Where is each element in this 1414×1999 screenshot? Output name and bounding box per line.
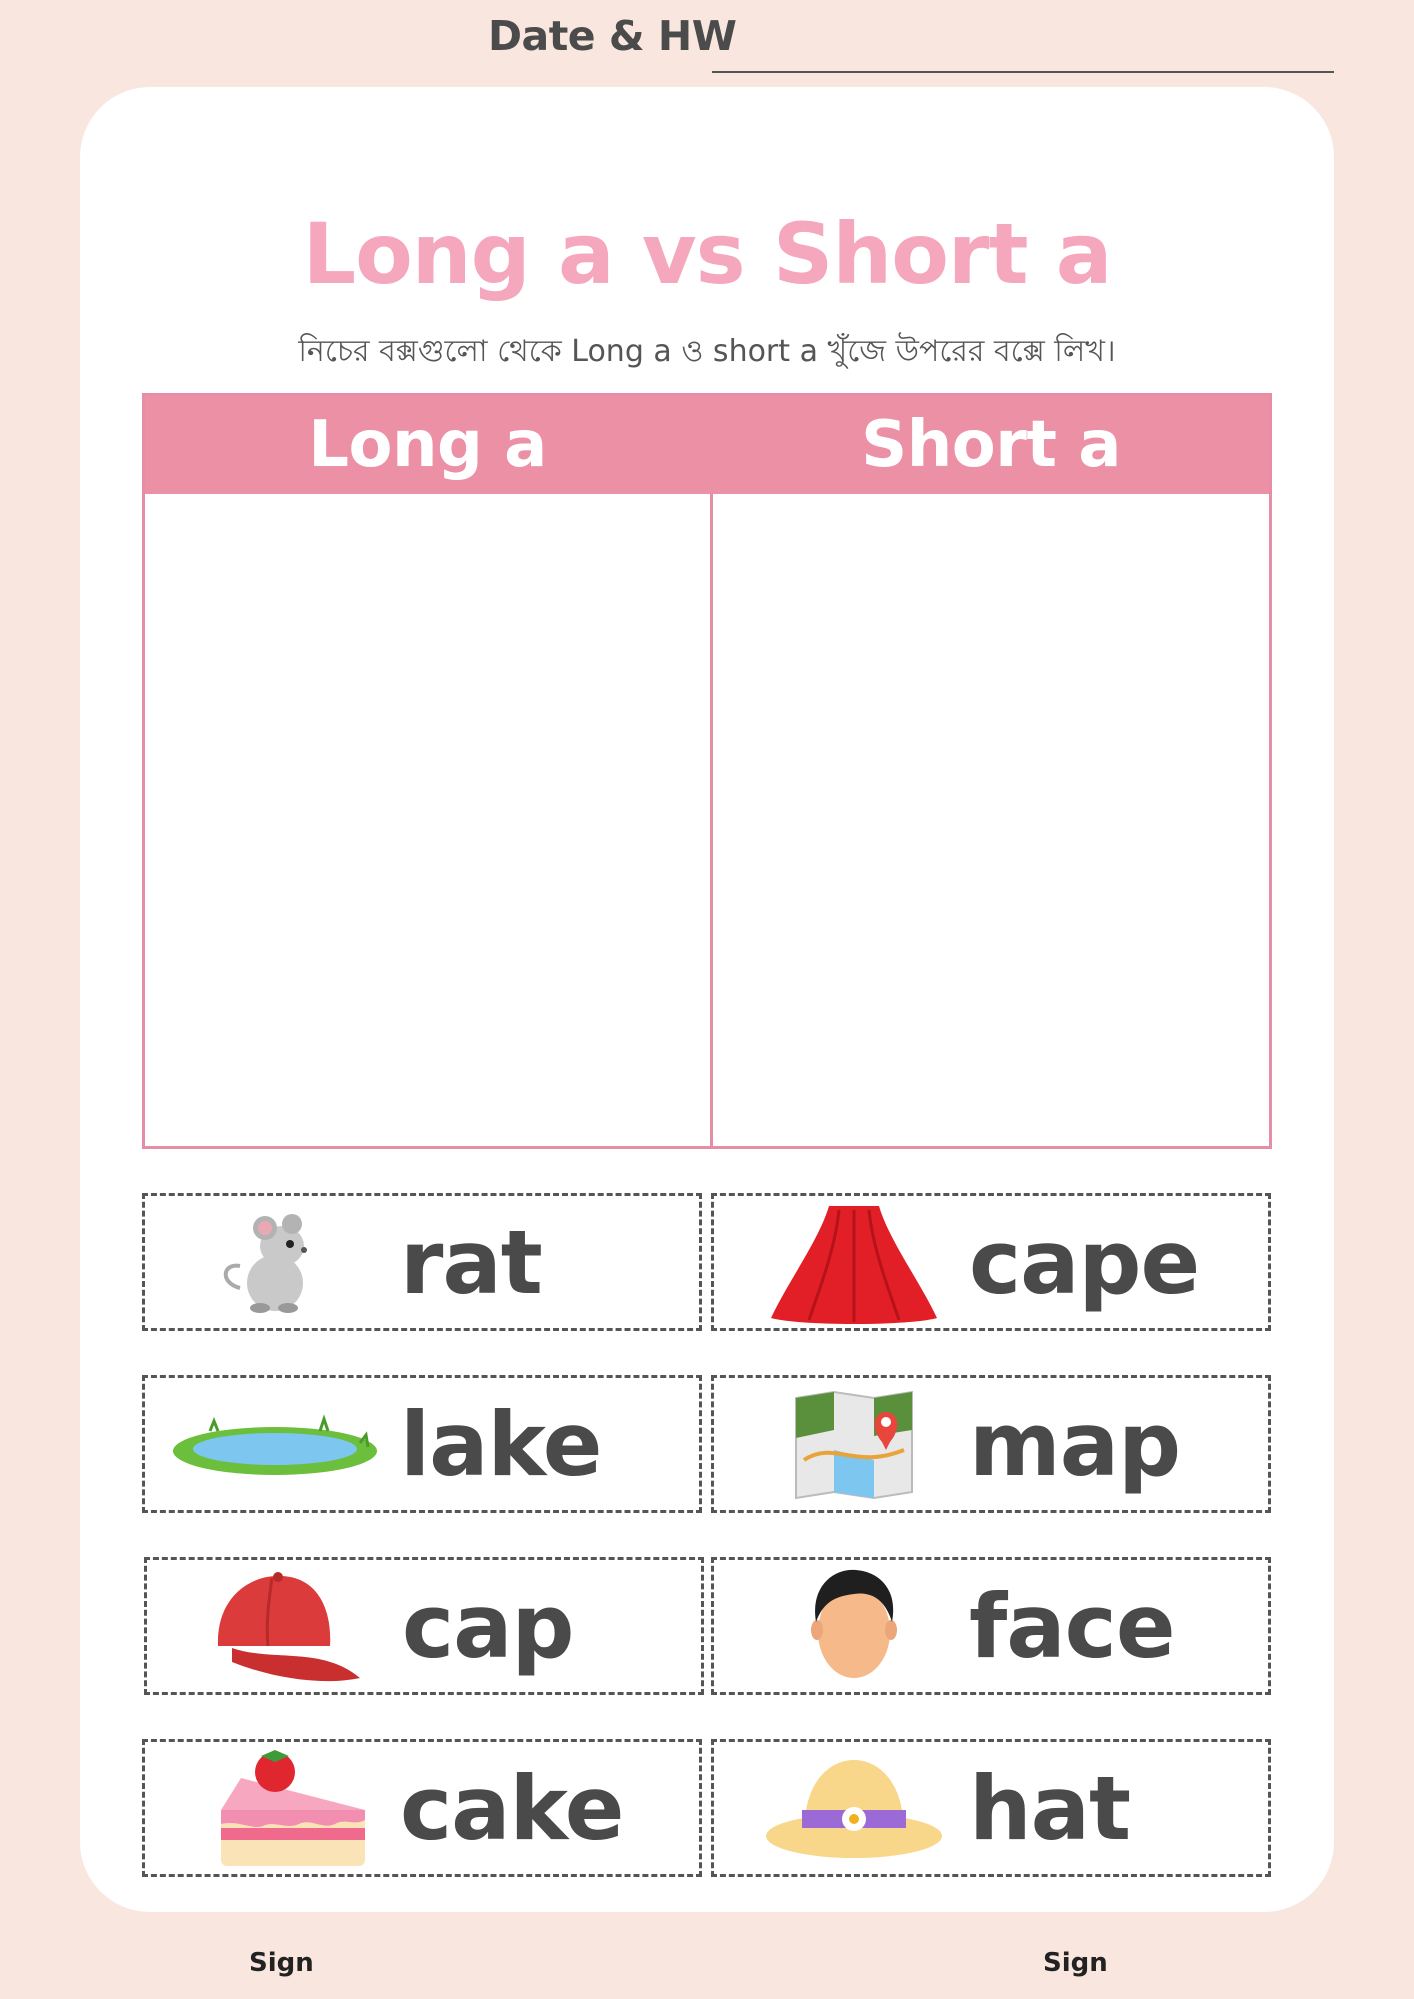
face-icon	[804, 1566, 904, 1690]
word-card-cap	[144, 1557, 704, 1695]
word-card-lake	[142, 1375, 702, 1513]
word-cap: cap	[402, 1575, 574, 1678]
word-card-cake	[142, 1739, 702, 1877]
cape-icon	[769, 1200, 939, 1326]
date-hw-line[interactable]	[712, 71, 1334, 73]
short-a-answer-area[interactable]	[713, 494, 1269, 1149]
column-header-short-a: Short a	[861, 408, 1121, 482]
date-hw-row	[488, 12, 736, 60]
sign-right: Sign	[1043, 1948, 1108, 1978]
hat-icon	[764, 1756, 944, 1866]
sign-left: Sign	[249, 1948, 314, 1978]
lake-icon	[170, 1413, 380, 1483]
word-rat: rat	[400, 1211, 542, 1314]
long-a-answer-area[interactable]	[145, 494, 710, 1149]
page-title: Long a vs Short a	[302, 205, 1112, 303]
word-map: map	[969, 1393, 1181, 1496]
word-card-cape	[711, 1193, 1271, 1331]
instruction-text: নিচের বক্সগুলো থেকে Long a ও short a খুঁজে উপরের বক্সে লিখ।	[298, 334, 1116, 369]
map-icon	[794, 1390, 914, 1500]
sorting-table	[142, 393, 1272, 1149]
date-hw-label: Date & HW	[488, 12, 737, 60]
mouse-icon	[220, 1208, 330, 1318]
cake-icon	[215, 1748, 371, 1872]
word-card-hat	[711, 1739, 1271, 1877]
word-card-face	[711, 1557, 1271, 1695]
word-hat: hat	[969, 1757, 1131, 1860]
word-card-rat	[142, 1193, 702, 1331]
word-lake: lake	[400, 1393, 602, 1496]
sorting-table-header	[145, 396, 1269, 494]
cap-icon	[212, 1566, 362, 1690]
column-header-long-a: Long a	[308, 408, 547, 482]
word-cake: cake	[400, 1757, 624, 1860]
word-card-map	[711, 1375, 1271, 1513]
word-face: face	[969, 1575, 1175, 1678]
word-cape: cape	[969, 1211, 1200, 1314]
